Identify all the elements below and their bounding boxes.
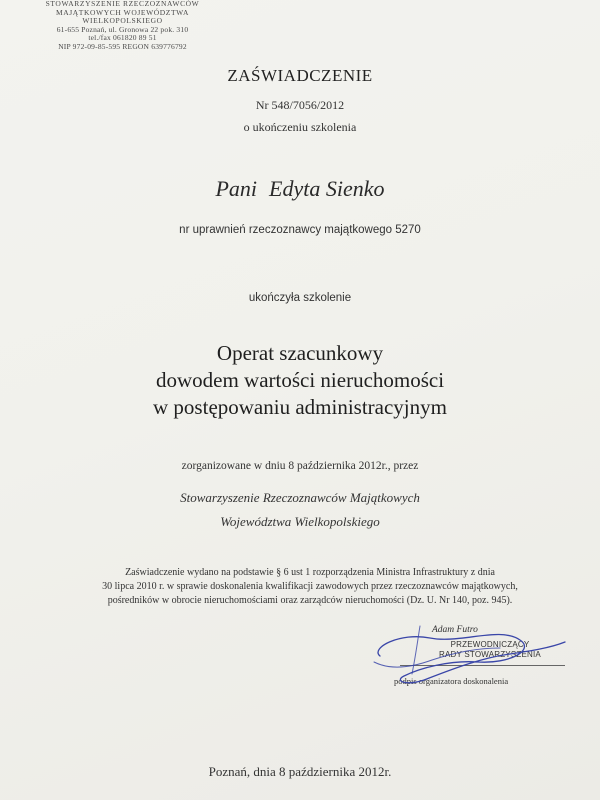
issuer-tax-ids: NIP 972-09-85-595 REGON 639776792	[58, 41, 187, 51]
place-and-date: Poznań, dnia 8 października 2012r.	[208, 764, 392, 779]
legal-basis	[50, 566, 570, 608]
organizer-name-line2: Województwa Wielkopolskiego	[220, 514, 380, 529]
license-number: nr uprawnień rzeczoznawcy majątkowego 5270	[179, 224, 421, 236]
signatory-role-line2: RADY STOWARZYSZENIA	[439, 650, 541, 659]
course-title-line3: w postępowaniu administracyjnym	[153, 395, 447, 419]
certificate-subtitle: o ukończeniu szkolenia	[243, 120, 357, 134]
recipient	[0, 176, 600, 202]
recipient-prefix: Pani	[215, 176, 258, 201]
handwritten-signature	[360, 618, 570, 698]
organized-text: zorganizowane w dniu 8 października 2012r., przez	[181, 460, 419, 472]
issuer-name-line1: STOWARZYSZENIE RZECZOZNAWCÓW	[45, 0, 200, 8]
issuer-name-line2: MAJĄTKOWYCH WOJEWÓDZTWA	[55, 7, 190, 17]
course-title	[0, 340, 600, 421]
signature-block	[360, 618, 570, 698]
completed-text: ukończyła szkolenie	[248, 292, 352, 304]
certificate-number: Nr 548/7056/2012	[255, 98, 345, 112]
issuer-name-line3: WIELKOPOLSKIEGO	[82, 16, 163, 26]
signature-caption: podpis organizatora doskonalenia	[394, 676, 509, 686]
legal-basis-line1: Zaświadczenie wydano na podstawie § 6 ust 1 rozporządzenia Ministra Infrastruktury z dnia	[125, 567, 495, 578]
legal-basis-line3: pośredników w obrocie nieruchomościami oraz zarządców nieruchomości (Dz. U. Nr 140, poz. 945).	[107, 595, 513, 606]
issuer-address: 61-655 Poznań, ul. Gronowa 22 pok. 310	[56, 24, 189, 34]
issuer-phone: tel./fax 061820 89 51	[88, 33, 157, 43]
recipient-name: Edyta Sienko	[269, 176, 385, 201]
course-title-line2: dowodem wartości nieruchomości	[155, 368, 445, 392]
signatory-name: Adam Futro	[432, 625, 478, 635]
certificate-title: ZAŚWIADCZENIE	[227, 66, 373, 85]
legal-basis-line2: 30 lipca 2010 r. w sprawie doskonalenia kwalifikacji zawodowych przez rzeczoznawców majątkowych,	[102, 581, 518, 592]
issuer-stamp	[30, 0, 215, 52]
course-title-line1: Operat szacunkowy	[216, 341, 384, 365]
signatory-role-line1: PRZEWODNICZĄCY	[450, 640, 530, 649]
organizer-name-line1: Stowarzyszenie Rzeczoznawców Majątkowych	[180, 490, 420, 505]
organizer-name	[0, 486, 600, 534]
